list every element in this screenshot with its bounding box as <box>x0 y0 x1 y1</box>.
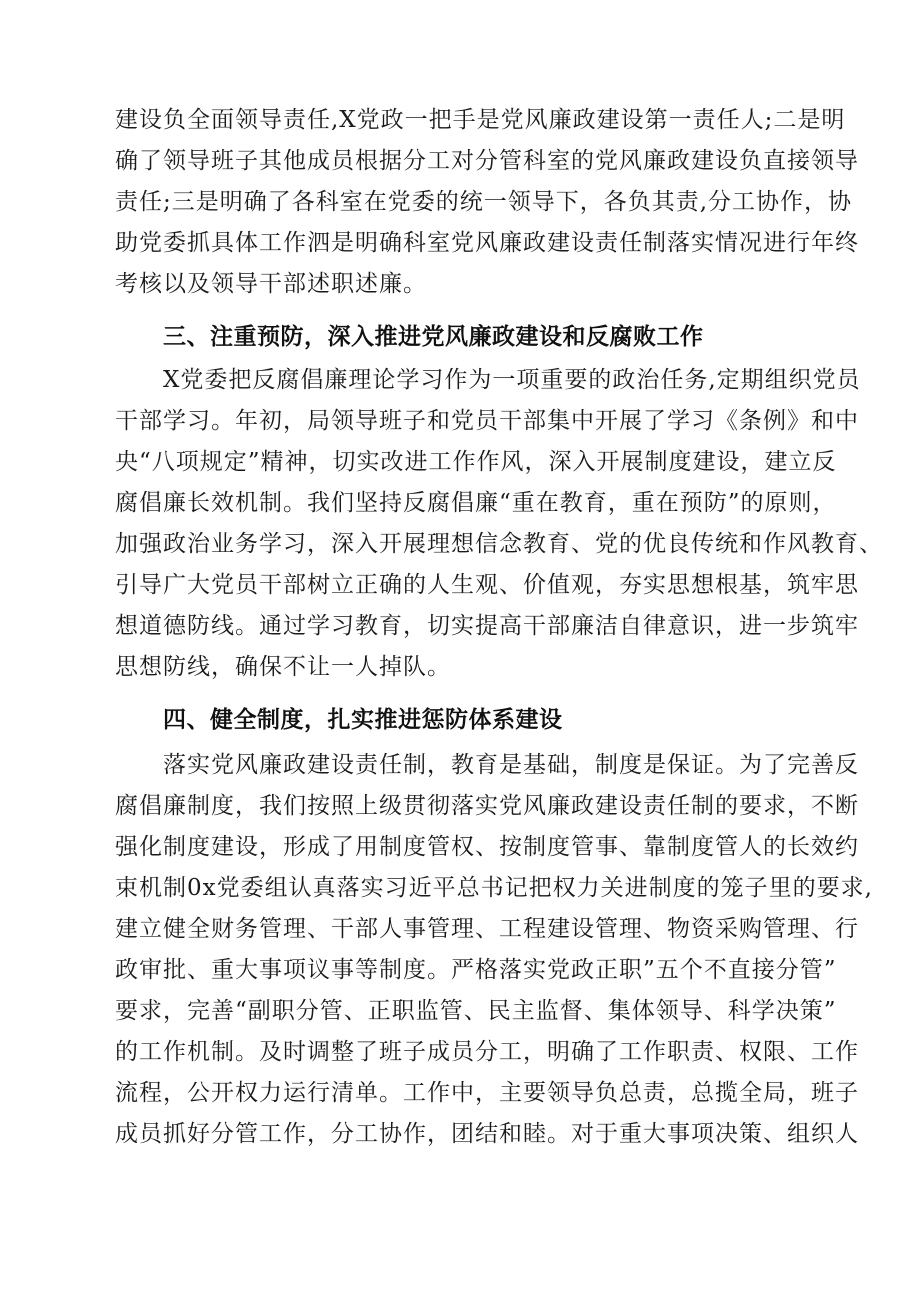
body-line: 腐倡廉制度，我们按照上级贯彻落实党风廉政建设责任制的要求，不断 <box>115 793 859 819</box>
body-line: 落实党风廉政建设责任制，教育是基础，制度是保证。为了完善反 <box>163 752 859 778</box>
body-line: 加强政治业务学习，深入开展理想信念教育、党的优良传统和作风教育、 <box>115 531 883 557</box>
body-line: 思想防线，确保不让一人掉队。 <box>115 654 451 680</box>
body-line: 要求，完善“副职分管、正职监管、民主监督、集体领导、科学决策” <box>115 998 837 1024</box>
body-line: 建立健全财务管理、干部人事管理、工程建设管理、物资采购管理、行 <box>115 916 859 942</box>
body-line: 流程，公开权力运行清单。工作中，主要领导负总责，总揽全局，班子 <box>115 1080 859 1106</box>
section-heading: 四、健全制度，扎实推进惩防体系建设 <box>163 707 563 733</box>
body-line: 建设负全面领导责任,X党政一把手是党风廉政建设第一责任人;二是明 <box>115 107 846 133</box>
body-line: 助党委抓具体工作泗是明确科室党风廉政建设责任制落实情况进行年终 <box>115 230 859 256</box>
body-line: 想道德防线。通过学习教育，切实提高干部廉洁自律意识，进一步筑牢 <box>115 613 859 639</box>
body-line: 责任;三是明确了各科室在党委的统一领导下，各负其责,分工协作，协 <box>115 189 853 215</box>
body-line: 确了领导班子其他成员根据分工对分管科室的党风廉政建设负直接领导 <box>115 148 859 174</box>
body-line: 引导广大党员干部树立正确的人生观、价值观，夯实思想根基，筑牢思 <box>115 572 859 598</box>
body-line: 强化制度建设，形成了用制度管权、按制度管事、靠制度管人的长效约 <box>115 834 859 860</box>
body-line: 成员抓好分管工作，分工协作，团结和睦。对于重大事项决策、组织人 <box>115 1121 859 1147</box>
body-line: 政审批、重大事项议事等制度。严格落实党政正职”五个不直接分管” <box>115 957 837 983</box>
body-line: 束机制0x党委组认真落实习近平总书记把权力关进制度的笼子里的要求, <box>115 875 873 901</box>
body-line: 的工作机制。及时调整了班子成员分工，明确了工作职责、权限、工作 <box>115 1039 859 1065</box>
section-heading: 三、注重预防，深入推进党风廉政建设和反腐败工作 <box>163 324 704 350</box>
body-line: X党委把反腐倡廉理论学习作为一项重要的政治任务,定期组织党员 <box>163 367 861 393</box>
body-line: 考核以及领导干部述职述廉。 <box>115 271 427 297</box>
body-line: 干部学习。年初，局领导班子和党员干部集中开展了学习《条例》和中 <box>115 408 859 434</box>
body-line: 央“八项规定”精神，切实改进工作作风，深入开展制度建设，建立反 <box>115 449 837 475</box>
body-line: 腐倡廉长效机制。我们坚持反腐倡廉“重在教育，重在预防”的原则， <box>115 490 837 516</box>
